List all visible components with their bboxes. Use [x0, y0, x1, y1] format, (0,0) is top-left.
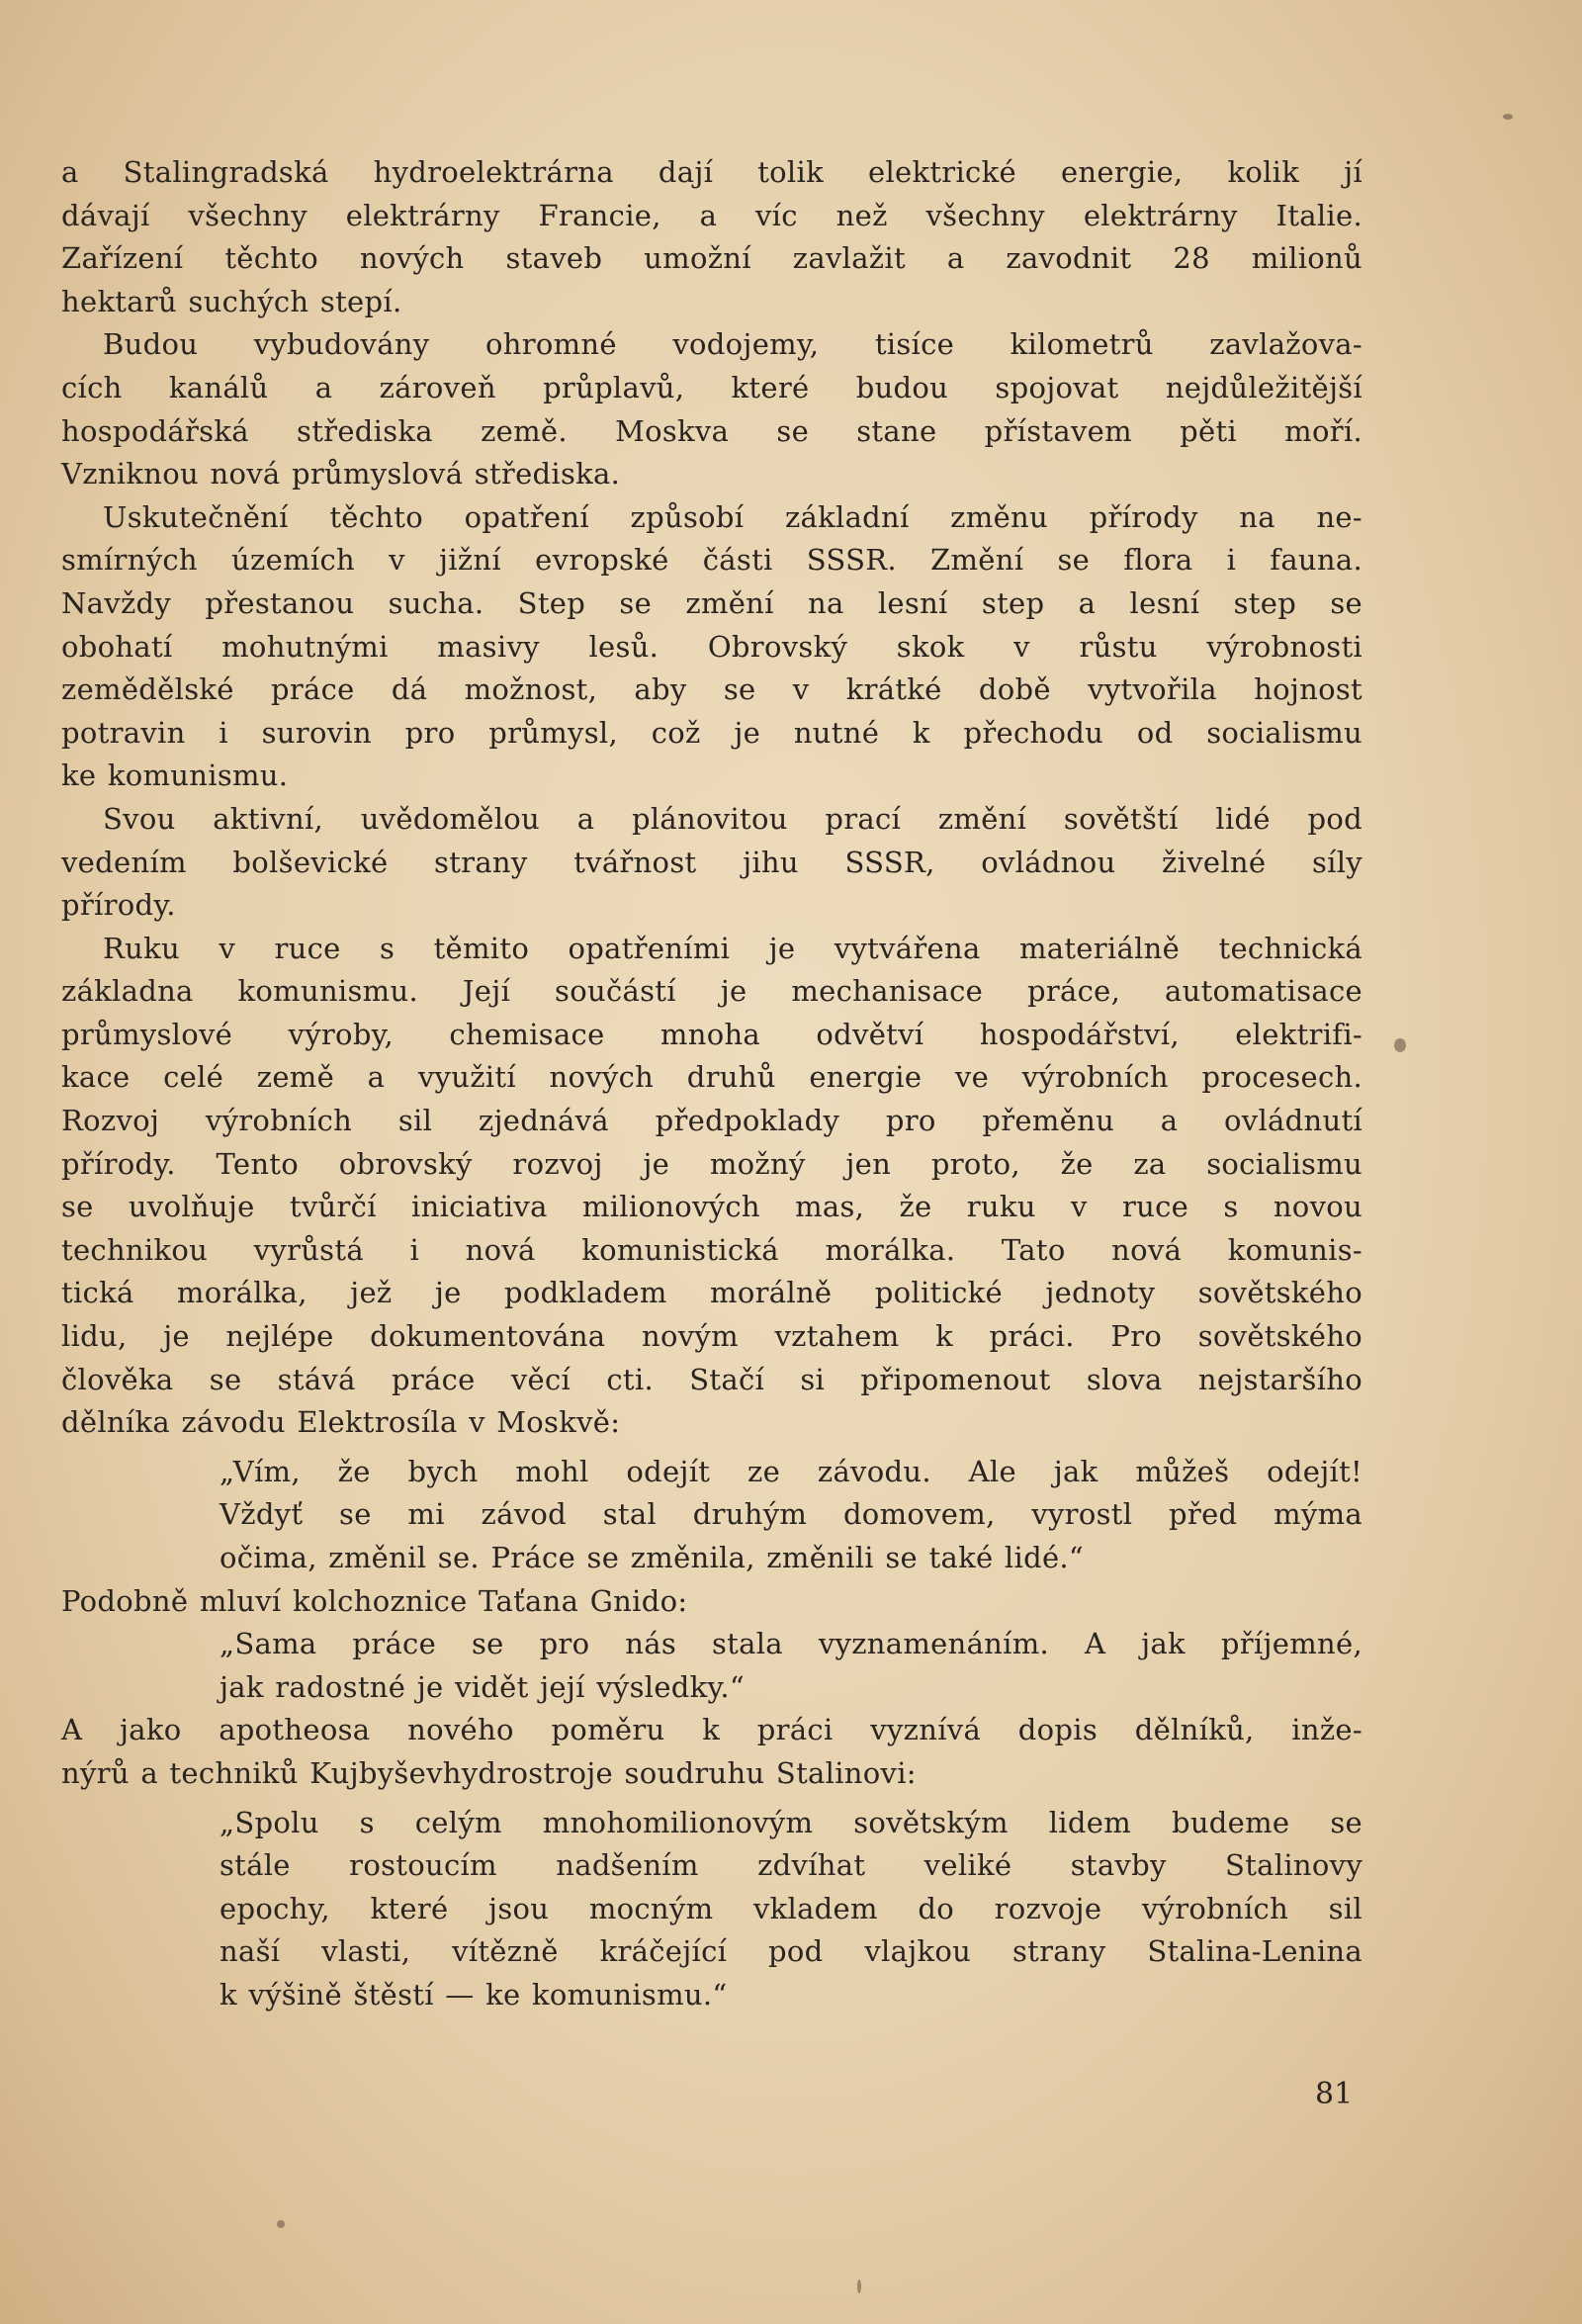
text-line: hospodářská střediska země. Moskva se stane přístavem pěti moří.: [61, 413, 1362, 448]
paper-speck: [1503, 114, 1513, 120]
text-line: průmyslové výroby, chemisace mnoha odvětví hospodářství, elektrifi-: [61, 1017, 1362, 1051]
quote-line: „Vím, že bych mohl odejít ze závodu. Ale jak můžeš odejít!: [220, 1454, 1362, 1488]
text-line: cích kanálů a zároveň průplavů, které budou spojovat nejdůležitější: [61, 370, 1362, 404]
text-line: Uskutečnění těchto opatření způsobí základní změnu přírody na ne-: [103, 499, 1362, 534]
text-line: A jako apotheosa nového poměru k práci vyznívá dopis dělníků, inže-: [61, 1713, 1362, 1747]
quote-line: naší vlasti, vítězně kráčející pod vlajkou strany Stalina-Lenina: [220, 1934, 1362, 1969]
paper-speck: [277, 2220, 285, 2228]
text-line: Rozvoj výrobních sil zjednává předpoklady pro přeměnu a ovládnutí: [61, 1104, 1362, 1138]
text-line: tická morálka, jež je podkladem morálně politické jednoty sovětského: [61, 1276, 1362, 1310]
text-line: ke komunismu.: [61, 759, 289, 793]
text-line: přírody. Tento obrovský rozvoj je možný jen proto, že za socialismu: [61, 1146, 1362, 1181]
text-line: smírných územích v jižní evropské části SSSR. Změní se flora i fauna.: [61, 543, 1362, 578]
text-line: Budou vybudovány ohromné vodojemy, tisíce kilometrů zavlažova-: [103, 327, 1362, 362]
page-body-text: [61, 151, 1362, 2017]
text-line: dávají všechny elektrárny Francie, a víc než všechny elektrárny Italie.: [61, 198, 1362, 232]
text-line: obohatí mohutnými masivy lesů. Obrovský skok v růstu výrobnosti: [61, 629, 1362, 664]
text-line: kace celé země a využití nových druhů energie ve výrobních procesech.: [61, 1060, 1362, 1095]
quote-line: jak radostné je vidět její výsledky.“: [220, 1669, 746, 1704]
text-line: základna komunismu. Její součástí je mechanisace práce, automatisace: [61, 974, 1362, 1009]
text-line: vedením bolševické strany tvářnost jihu SSSR, ovládnou živelné síly: [61, 845, 1362, 879]
quote-line: stále rostoucím nadšením zdvíhat veliké stavby Stalinovy: [220, 1848, 1362, 1883]
text-line: lidu, je nejlépe dokumentována novým vztahem k práci. Pro sovětského: [61, 1319, 1362, 1354]
text-line: dělníka závodu Elektrosíla v Moskvě:: [61, 1405, 621, 1440]
quote-line: „Sama práce se pro nás stala vyznamenáním. A jak příjemné,: [220, 1627, 1362, 1661]
text-line: zemědělské práce dá možnost, aby se v krátké době vytvořila hojnost: [61, 672, 1362, 707]
text-line: nýrů a techniků Kujbyševhydrostroje soudruhu Stalinovi:: [61, 1755, 917, 1790]
text-line: hektarů suchých stepí.: [61, 284, 402, 318]
quote-line: epochy, které jsou mocným vkladem do rozvoje výrobních sil: [220, 1891, 1362, 1925]
text-line: Navždy přestanou sucha. Step se změní na lesní step a lesní step se: [61, 585, 1362, 620]
text-line: Vzniknou nová průmyslová střediska.: [61, 457, 621, 492]
text-line: člověka se stává práce věcí cti. Stačí si připomenout slova nejstaršího: [61, 1362, 1362, 1396]
quote-line: k výšině štěstí — ke komunismu.“: [220, 1977, 728, 2011]
quote-line: Vždyť se mi závod stal druhým domovem, vyrostl před mýma: [220, 1497, 1362, 1532]
text-line: potravin i surovin pro průmysl, což je nutné k přechodu od socialismu: [61, 715, 1362, 750]
text-line: a Stalingradská hydroelektrárna dají tolik elektrické energie, kolik jí: [61, 155, 1362, 189]
text-line: Zařízení těchto nových staveb umožní zavlažit a zavodnit 28 milionů: [61, 241, 1362, 276]
text-line: se uvolňuje tvůrčí iniciativa milionových mas, že ruku v ruce s novou: [61, 1190, 1362, 1224]
text-line: přírody.: [61, 888, 176, 923]
paper-speck: [1394, 1038, 1406, 1052]
text-line: technikou vyrůstá i nová komunistická morálka. Tato nová komunis-: [61, 1232, 1362, 1267]
text-line: Svou aktivní, uvědomělou a plánovitou prací změní sovětští lidé pod: [103, 801, 1362, 836]
page-number: 81: [1315, 2077, 1354, 2111]
text-line: Ruku v ruce s těmito opatřeními je vytvářena materiálně technická: [103, 931, 1362, 965]
paper-speck: [857, 2279, 861, 2293]
quote-line: očima, změnil se. Práce se změnila, změnili se také lidé.“: [220, 1541, 1085, 1574]
text-line: Podobně mluví kolchoznice Taťana Gnido:: [61, 1583, 688, 1618]
quote-line: „Spolu s celým mnohomilionovým sovětským lidem budeme se: [220, 1805, 1362, 1839]
